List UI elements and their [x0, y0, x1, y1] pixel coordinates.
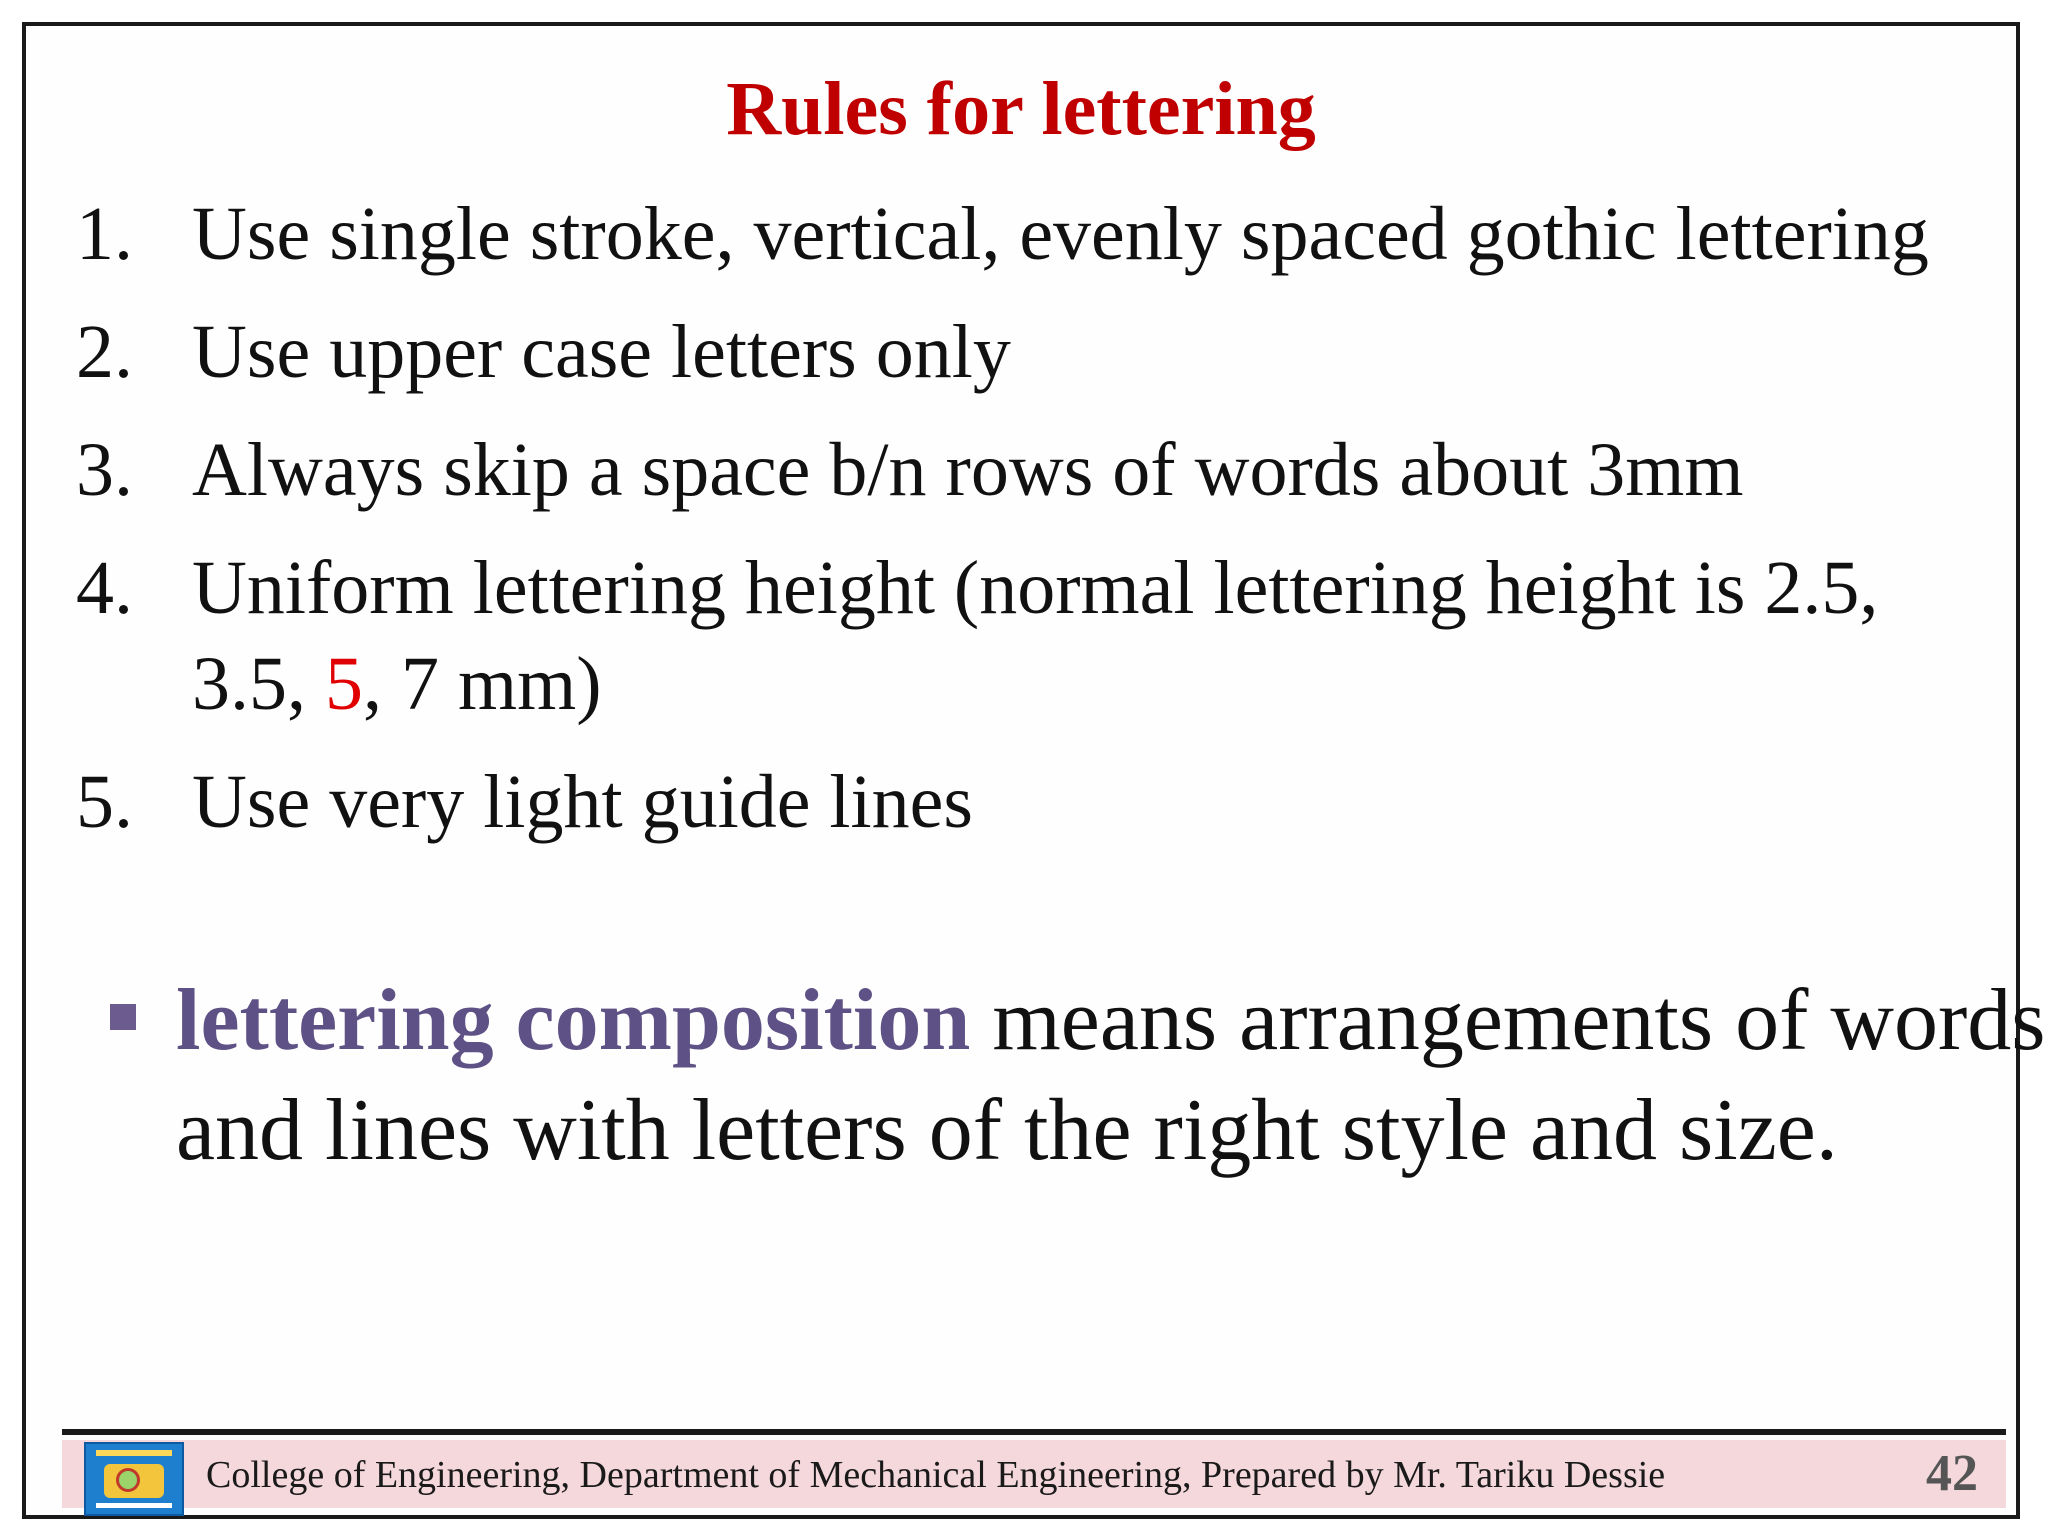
rule-number: 5.	[76, 760, 133, 844]
rule-item-4	[76, 540, 2006, 732]
rule-text-before: Uniform lettering height (normal lettering height is 2.5, 3.5,	[192, 546, 1879, 726]
university-logo-icon	[84, 1442, 184, 1516]
rule-text: Use very light guide lines	[192, 760, 973, 844]
footer-bar	[62, 1440, 2006, 1508]
rule-number: 2.	[76, 310, 133, 394]
rule-text	[192, 546, 1878, 726]
rule-number: 3.	[76, 428, 133, 512]
note-term: lettering composition	[176, 972, 971, 1069]
slide-title: Rules for lettering	[726, 67, 1316, 151]
rule-item-5	[76, 754, 2006, 850]
rule-text: Use upper case letters only	[192, 310, 1011, 394]
rule-item-3	[76, 422, 2006, 518]
rule-text: Use single stroke, vertical, evenly spaced gothic lettering	[192, 192, 1929, 276]
footer-divider	[62, 1429, 2006, 1435]
page-number: 42	[1926, 1445, 1978, 1502]
rule-number: 4.	[76, 546, 133, 630]
rule-number: 1.	[76, 192, 133, 276]
rules-list	[76, 186, 2006, 872]
rule-text-after: , 7 mm)	[363, 642, 602, 726]
note-text: means arrangements of words and lines with letters of the right style and size.	[176, 972, 2046, 1179]
highlighted-value: 5	[325, 642, 363, 726]
rule-item-2	[76, 304, 2006, 400]
footer-text: College of Engineering, Department of Mechanical Engineering, Prepared by Mr. Tariku Dessie	[206, 1454, 1666, 1496]
composition-note	[76, 966, 2048, 1186]
square-bullet-icon	[110, 1004, 136, 1030]
rule-text: Always skip a space b/n rows of words about 3mm	[192, 428, 1744, 512]
slide	[22, 22, 2046, 1519]
rule-item-1	[76, 186, 2006, 282]
